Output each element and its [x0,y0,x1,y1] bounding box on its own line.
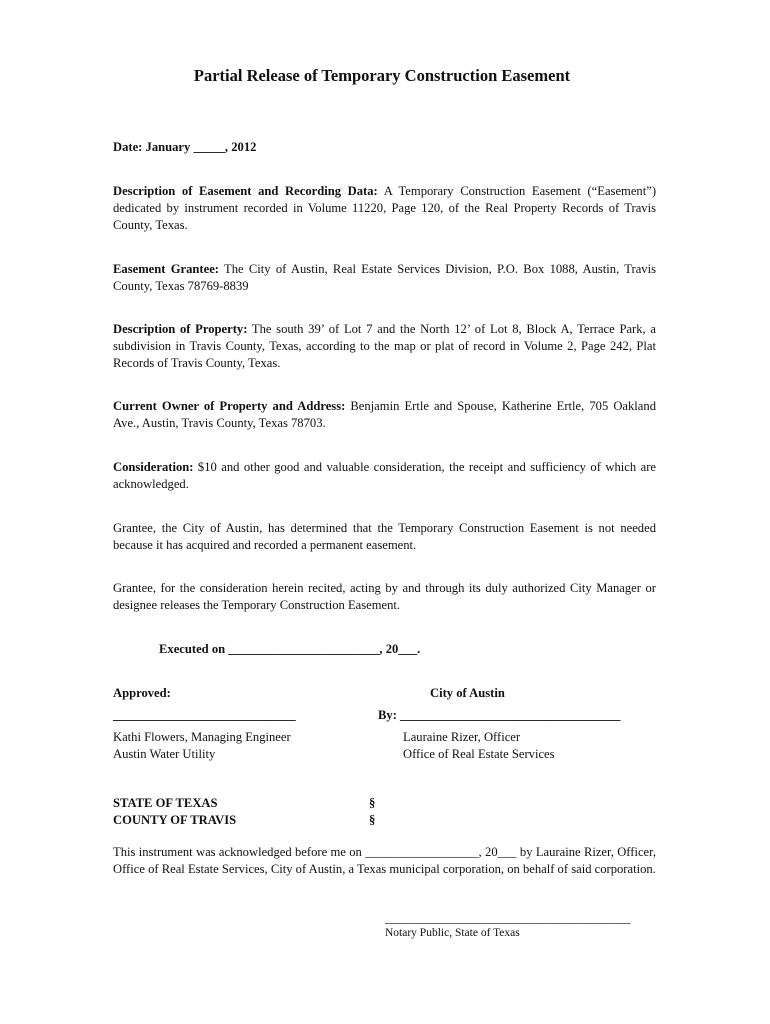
section-mark-1: § [369,796,376,810]
determination-paragraph: Grantee, the City of Austin, has determined that the Temporary Construction Easement is not needed because it has acquired and recorded a permanent easement. [113,521,656,552]
owner-text: Benjamin Ertle and Spouse, Katherine Ertle, 705 Oakland Ave., Austin, Travis County, Texas 78703. [113,399,656,430]
document-title: Partial Release of Temporary Construction Easement [193,66,571,85]
executed-line: Executed on ________________________, 20___. [159,642,421,656]
consideration-label: Consideration: [113,460,194,474]
notary-signature-line: _______________________________________ [385,911,631,925]
current-owner [113,398,656,432]
consideration-text: $10 and other good and valuable consideration, the receipt and sufficiency of which are acknowledged. [113,460,656,491]
approved-name: Kathi Flowers, Managing Engineer [113,730,291,744]
venue-county: COUNTY OF TRAVIS [113,813,237,827]
approved-signature-line: _____________________________ [113,708,296,722]
consideration [113,459,656,493]
section-mark-2: § [369,813,376,827]
easement-description [113,183,656,233]
grantee-text: The City of Austin, Real Estate Services Division, P.O. Box 1088, Austin, Travis County, Texas 78769-8839 [113,262,656,293]
property-label: Description of Property: [113,322,248,336]
easement-label: Description of Easement and Recording Data: [113,184,378,198]
date-line: Date: January _____, 2012 [113,140,257,154]
release-paragraph: Grantee, for the consideration herein recited, acting by and through its duly authorized City Manager or designee releases the Temporary Construction Easement. [113,581,656,612]
grantee-label: Easement Grantee: [113,262,219,276]
owner-label: Current Owner of Property and Address: [113,399,346,413]
city-by-line: By: ___________________________________ [378,708,621,722]
property-text: The south 39’ of Lot 7 and the North 12’ of Lot 8, Block A, Terrace Park, a subdivision in Travis County, Texas, according to the map or plat of record in Volume 2, Page 242, Plat Records of Travis County, Texas. [113,322,656,370]
venue-state: STATE OF TEXAS [113,796,218,810]
easement-text: A Temporary Construction Easement (“Easement”) dedicated by instrument recorded in Volume 11220, Page 120, of the Real Property Records of Travis County, Texas. [113,184,657,232]
approved-label: Approved: [113,686,171,700]
city-label: City of Austin [430,686,505,700]
acknowledgment-paragraph: This instrument was acknowledged before me on __________________, 20___ by Lauraine Rizer, Officer, Office of Real Estate Services, City of Austin, a Texas municipal corporation, on behalf of said corporation. [113,845,656,876]
easement-grantee [113,261,656,295]
notary-caption: Notary Public, State of Texas [385,927,520,939]
approved-org: Austin Water Utility [113,747,216,761]
city-signer-name: Lauraine Rizer, Officer [403,730,521,744]
property-description [113,321,656,371]
city-signer-org: Office of Real Estate Services [403,747,555,761]
